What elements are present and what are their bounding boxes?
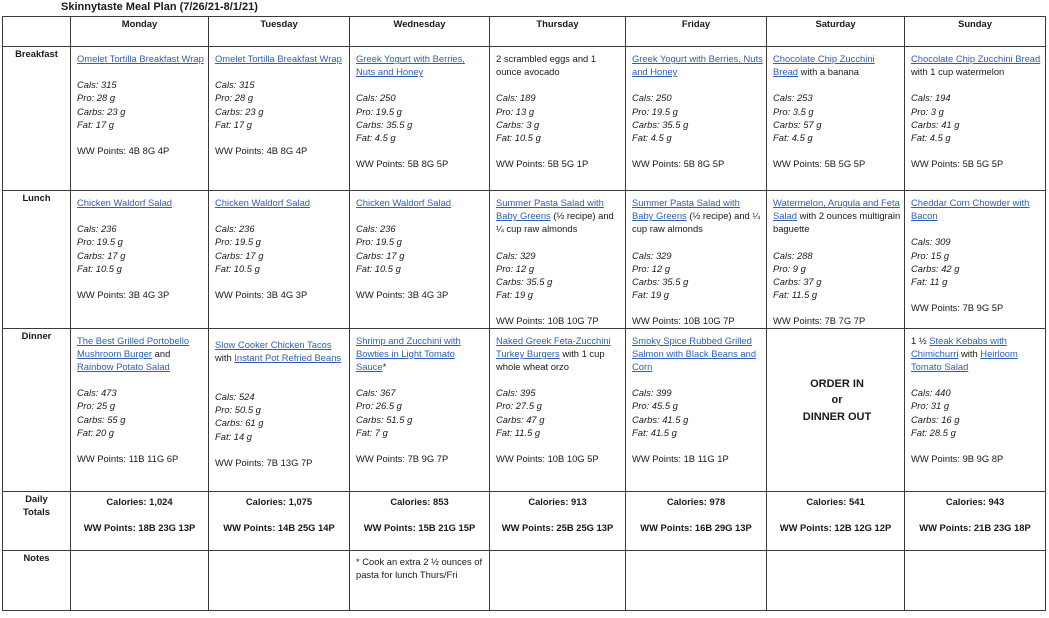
recipe-link[interactable]: Omelet Tortilla Breakfast Wrap <box>215 53 342 64</box>
macro-cals: Cals: 315 <box>77 79 117 91</box>
recipe-link[interactable]: Chicken Waldorf Salad <box>215 197 311 208</box>
meal-description <box>77 334 205 374</box>
macro-cals: Cals: 440 <box>911 387 951 399</box>
corner-cell <box>3 17 71 47</box>
meal-description <box>215 196 346 209</box>
macro-pro: Pro: 28 g <box>77 92 116 104</box>
macro-carbs: Carbs: 23 g <box>77 105 126 117</box>
ww-points: WW Points: 7B 7G 7P <box>773 315 866 327</box>
day-header: Monday <box>71 17 209 47</box>
macro-fat: Fat: 4.5 g <box>632 132 672 144</box>
ww-points: WW Points: 9B 9G 8P <box>911 453 1004 465</box>
totals-cell <box>350 491 490 550</box>
macro-fat: Fat: 41.5 g <box>632 426 677 438</box>
macro-fat: Fat: 17 g <box>77 118 115 130</box>
macro-cals: Cals: 189 <box>496 92 536 104</box>
macro-carbs: Carbs: 41 g <box>911 118 960 130</box>
meal-content <box>767 329 904 426</box>
recipe-link[interactable]: Summer Pasta Salad with Baby Greens <box>496 197 604 222</box>
recipe-link[interactable]: Naked Greek Feta-Zucchini Turkey Burgers <box>496 334 611 359</box>
macro-fat: Fat: 4.5 g <box>356 132 396 144</box>
totals-cell <box>905 491 1046 550</box>
meal-description <box>77 196 205 209</box>
ww-points: WW Points: 3B 4G 3P <box>77 289 170 301</box>
macro-fat: Fat: 11 g <box>911 276 948 288</box>
macros <box>632 249 763 302</box>
order-line: DINNER OUT <box>802 410 872 423</box>
macro-cals: Cals: 250 <box>632 92 672 104</box>
macro-cals: Cals: 315 <box>215 79 255 91</box>
totals-cell <box>767 491 905 550</box>
macro-cals: Cals: 236 <box>77 223 117 235</box>
macro-carbs: Carbs: 16 g <box>911 413 960 425</box>
recipe-link[interactable]: Chocolate Chip Zucchini Bread <box>911 53 1041 64</box>
meal-content <box>490 47 625 170</box>
lunch-row <box>3 191 1046 329</box>
order-in-text <box>773 376 901 426</box>
ww-points: WW Points: 5B 5G 5P <box>911 158 1004 170</box>
meal-extra: with 1 cup whole wheat orzo <box>496 347 605 373</box>
ww-points: WW Points: 11B 11G 6P <box>77 453 179 465</box>
notes-cell <box>209 550 350 610</box>
meal-cell <box>71 328 209 491</box>
meal-content <box>905 329 1045 466</box>
recipe-link[interactable]: Omelet Tortilla Breakfast Wrap <box>77 53 204 64</box>
macro-fat: Fat: 4.5 g <box>911 132 951 144</box>
macro-carbs: Carbs: 51.5 g <box>356 413 413 425</box>
daily-calories: Calories: 541 <box>806 495 865 507</box>
meal-cell <box>71 191 209 329</box>
macro-fat: Fat: 7 g <box>356 426 388 438</box>
macros <box>911 91 1042 144</box>
recipe-link[interactable]: Rainbow Potato Salad <box>77 361 170 373</box>
macro-cals: Cals: 395 <box>496 387 536 399</box>
meal-cell <box>490 191 626 329</box>
daily-calories: Calories: 943 <box>945 495 1005 507</box>
daily-ww-points: WW Points: 12B 12G 12P <box>779 521 892 533</box>
macro-pro: Pro: 13 g <box>496 105 535 117</box>
macro-fat: Fat: 4.5 g <box>773 132 813 144</box>
meal-cell <box>209 328 350 491</box>
ww-points: WW Points: 10B 10G 5P <box>496 453 599 465</box>
recipe-link[interactable]: Chocolate Chip Zucchini Bread <box>773 53 875 78</box>
ww-points: WW Points: 7B 13G 7P <box>215 456 313 468</box>
meal-content <box>71 191 208 301</box>
totals-row <box>3 491 1046 550</box>
meal-description <box>911 334 1042 374</box>
meal-cell <box>767 47 905 191</box>
recipe-link[interactable]: Greek Yogurt with Berries, Nuts and Honey <box>632 53 763 78</box>
row-label-dinner: Dinner <box>3 328 71 491</box>
note-text: * Cook an extra 2 ½ ounces of pasta for lunch Thurs/Fri <box>356 555 483 580</box>
meal-content <box>626 329 766 466</box>
ww-points: WW Points: 5B 8G 5P <box>632 158 725 170</box>
macro-pro: Pro: 19.5 g <box>356 105 402 117</box>
meal-content <box>626 47 766 170</box>
meal-description <box>773 52 901 78</box>
macro-carbs: Carbs: 35.5 g <box>632 118 689 130</box>
order-line: ORDER IN <box>810 377 864 390</box>
daily-ww-points: WW Points: 25B 25G 13P <box>501 521 614 533</box>
macro-cals: Cals: 253 <box>773 92 813 104</box>
totals-cell <box>209 491 350 550</box>
macro-cals: Cals: 236 <box>215 223 255 235</box>
meal-content <box>350 191 489 301</box>
daily-calories: Calories: 1,024 <box>106 495 173 507</box>
macro-carbs: Carbs: 35.5 g <box>356 118 413 130</box>
page-title: Skinnytaste Meal Plan (7/26/21-8/1/21) <box>61 1 258 13</box>
macro-cals: Cals: 367 <box>356 387 396 399</box>
meal-content <box>767 47 904 170</box>
day-header: Friday <box>626 17 767 47</box>
recipe-link[interactable]: Shrimp and Zucchini with Bowties in Light Tomato Sauce <box>356 334 461 373</box>
ww-points: WW Points: 7B 9G 7P <box>356 453 449 465</box>
totals-cell <box>626 491 767 550</box>
meal-description <box>496 196 622 236</box>
macros <box>215 222 346 275</box>
meal-cell <box>626 47 767 191</box>
macro-pro: Pro: 3.5 g <box>773 105 814 117</box>
notes-cell <box>626 550 767 610</box>
macro-carbs: Carbs: 17 g <box>77 249 126 261</box>
meal-prefix: 1 ½ <box>911 334 930 346</box>
daily-ww-points: WW Points: 15B 21G 15P <box>363 521 476 533</box>
macro-fat: Fat: 28.5 g <box>911 426 956 438</box>
meal-cell <box>490 47 626 191</box>
meal-description <box>911 196 1042 222</box>
header-row <box>3 17 1046 47</box>
meal-description <box>215 52 346 65</box>
macro-pro: Pro: 26.5 g <box>356 400 402 412</box>
macro-pro: Pro: 12 g <box>632 262 671 274</box>
recipe-link[interactable]: Steak Kebabs with Chimichurri <box>911 334 1007 359</box>
macros <box>215 78 346 131</box>
meal-content <box>209 47 349 157</box>
dinner-row <box>3 328 1046 491</box>
macro-pro: Pro: 15 g <box>911 249 950 261</box>
meal-content <box>71 329 208 466</box>
macro-fat: Fat: 11.5 g <box>773 289 818 301</box>
ww-points: WW Points: 10B 10G 7P <box>632 315 735 327</box>
macro-carbs: Carbs: 3 g <box>496 118 540 130</box>
meal-cell <box>350 191 490 329</box>
breakfast-row <box>3 47 1046 191</box>
macro-cals: Cals: 329 <box>632 249 672 261</box>
meal-cell <box>767 328 905 491</box>
ww-points: WW Points: 5B 5G 5P <box>773 158 866 170</box>
meal-description <box>632 52 763 78</box>
macro-pro: Pro: 19.5 g <box>356 236 402 248</box>
macros <box>356 222 486 275</box>
meal-description <box>496 334 622 374</box>
daily-calories: Calories: 1,075 <box>245 495 313 507</box>
meal-description <box>773 196 901 236</box>
macro-pro: Pro: 28 g <box>215 92 254 104</box>
meal-cell <box>905 47 1046 191</box>
macro-fat: Fat: 17 g <box>215 118 253 130</box>
meal-extra: (½ recipe) and ¼ cup raw almonds <box>496 210 614 235</box>
ww-points: WW Points: 3B 4G 3P <box>356 289 449 301</box>
meal-description <box>356 196 486 209</box>
macro-pro: Pro: 50.5 g <box>215 404 261 416</box>
meal-connector: with <box>958 347 981 359</box>
notes-cell <box>350 550 490 610</box>
day-header: Tuesday <box>209 17 350 47</box>
row-label-lunch: Lunch <box>3 191 71 329</box>
macro-carbs: Carbs: 47 g <box>496 413 545 425</box>
macro-carbs: Carbs: 57 g <box>773 118 822 130</box>
macro-pro: Pro: 19.5 g <box>632 105 678 117</box>
meal-content <box>209 329 349 469</box>
meal-description <box>632 334 763 374</box>
daily-ww-points: WW Points: 16B 29G 13P <box>640 521 752 533</box>
macros <box>496 91 622 144</box>
macro-fat: Fat: 10.5 g <box>496 132 541 144</box>
ww-points: WW Points: 10B 10G 7P <box>496 315 599 327</box>
macro-pro: Pro: 25 g <box>77 400 116 412</box>
meal-connector: with <box>215 351 235 363</box>
daily-ww-points: WW Points: 14B 25G 14P <box>223 521 335 533</box>
meal-content <box>490 191 625 328</box>
macro-carbs: Carbs: 42 g <box>911 262 960 274</box>
totals-cell <box>71 491 209 550</box>
meal-cell <box>626 328 767 491</box>
macro-pro: Pro: 27.5 g <box>496 400 542 412</box>
ww-points: WW Points: 5B 5G 1P <box>496 158 589 170</box>
macro-pro: Pro: 9 g <box>773 262 806 274</box>
meal-description <box>215 338 346 364</box>
notes-cell <box>767 550 905 610</box>
macros <box>496 386 622 439</box>
macro-pro: Pro: 12 g <box>496 262 535 274</box>
notes-cell <box>490 550 626 610</box>
meal-content <box>350 329 489 466</box>
macros <box>632 91 763 144</box>
meal-description <box>911 52 1042 78</box>
daily-calories: Calories: 978 <box>666 495 726 507</box>
meal-extra: with 1 cup watermelon <box>911 66 1005 78</box>
totals-cell <box>490 491 626 550</box>
recipe-link[interactable]: Heirloom Tomato Salad <box>911 347 1018 373</box>
meal-connector: and <box>152 347 171 359</box>
macros <box>773 91 901 144</box>
recipe-link[interactable]: Watermelon, Arugula and Feta Salad <box>773 197 900 222</box>
macro-cals: Cals: 309 <box>911 236 951 248</box>
macros <box>496 249 622 302</box>
macro-cals: Cals: 524 <box>215 391 255 403</box>
macros <box>356 91 486 144</box>
meal-description <box>496 52 622 78</box>
macros <box>77 222 205 275</box>
meal-content <box>71 47 208 157</box>
ww-points: WW Points: 5B 8G 5P <box>356 158 449 170</box>
meal-description <box>356 334 486 374</box>
macros <box>215 390 346 443</box>
recipe-link[interactable]: Instant Pot Refried Beans <box>234 351 342 363</box>
macros <box>773 249 901 302</box>
order-line: or <box>831 394 843 407</box>
macros <box>911 386 1042 439</box>
meal-content <box>350 47 489 170</box>
recipe-link[interactable]: Greek Yogurt with Berries, Nuts and Honey <box>356 53 465 78</box>
macro-pro: Pro: 3 g <box>911 105 944 117</box>
meal-content <box>490 329 625 466</box>
daily-ww-points: WW Points: 21B 23G 18P <box>919 521 1031 533</box>
ww-points: WW Points: 4B 8G 4P <box>215 145 308 157</box>
meal-cell <box>350 47 490 191</box>
macro-pro: Pro: 45.5 g <box>632 400 678 412</box>
macro-fat: Fat: 10.5 g <box>77 262 122 274</box>
meal-content <box>209 191 349 301</box>
recipe-link[interactable]: Cheddar Corn Chowder with Bacon <box>911 197 1030 222</box>
macro-pro: Pro: 19.5 g <box>77 236 123 248</box>
macro-cals: Cals: 399 <box>632 387 672 399</box>
macro-carbs: Carbs: 23 g <box>215 105 264 117</box>
day-header: Sunday <box>905 17 1046 47</box>
day-header: Wednesday <box>350 17 490 47</box>
daily-calories: Calories: 853 <box>390 495 449 507</box>
macros <box>77 78 205 131</box>
meal-cell <box>209 47 350 191</box>
recipe-link[interactable]: Smoky Spice Rubbed Grilled Salmon with Black Beans and Corn <box>632 334 757 373</box>
macro-carbs: Carbs: 17 g <box>215 249 264 261</box>
macro-pro: Pro: 19.5 g <box>215 236 261 248</box>
macro-fat: Fat: 10.5 g <box>215 262 260 274</box>
meal-plan-table <box>2 16 1046 611</box>
meal-cell <box>350 328 490 491</box>
macro-cals: Cals: 236 <box>356 223 396 235</box>
row-label-breakfast: Breakfast <box>3 47 71 191</box>
meal-content <box>767 191 904 328</box>
meal-cell <box>490 328 626 491</box>
meal-content <box>626 191 766 328</box>
meal-description <box>356 52 486 78</box>
macro-carbs: Carbs: 17 g <box>356 249 405 261</box>
macro-carbs: Carbs: 35.5 g <box>632 276 689 288</box>
macro-carbs: Carbs: 61 g <box>215 417 264 429</box>
meal-description <box>77 52 205 65</box>
meal-cell <box>209 191 350 329</box>
row-label-totals-line2: Totals <box>23 505 50 517</box>
macro-pro: Pro: 31 g <box>911 400 950 412</box>
recipe-link[interactable]: Chicken Waldorf Salad <box>77 197 173 208</box>
ww-points: WW Points: 7B 9G 5P <box>911 302 1004 314</box>
day-header: Saturday <box>767 17 905 47</box>
row-label-totals <box>3 491 71 550</box>
meal-cell <box>626 191 767 329</box>
row-label-notes: Notes <box>3 550 71 610</box>
recipe-link[interactable]: The Best Grilled Portobello Mushroom Burger <box>77 334 190 359</box>
ww-points: WW Points: 4B 8G 4P <box>77 145 170 157</box>
meal-description <box>632 196 763 236</box>
macro-fat: Fat: 19 g <box>496 289 534 301</box>
daily-calories: Calories: 913 <box>528 495 587 507</box>
meal-cell <box>905 328 1046 491</box>
recipe-link[interactable]: Chicken Waldorf Salad <box>356 197 452 208</box>
meal-content <box>905 47 1045 170</box>
macro-fat: Fat: 11.5 g <box>496 426 541 438</box>
meal-extra: with 2 ounces multigrain baguette <box>773 210 901 235</box>
macro-fat: Fat: 19 g <box>632 289 670 301</box>
meal-extra: (½ recipe) and ¼ cup raw almonds <box>632 210 761 235</box>
meal-extra: with a banana <box>798 66 860 78</box>
ww-points: WW Points: 3B 4G 3P <box>215 289 308 301</box>
notes-cell <box>905 550 1046 610</box>
recipe-link[interactable]: Summer Pasta Salad with Baby Greens <box>632 197 740 222</box>
notes-row <box>3 550 1046 610</box>
macro-carbs: Carbs: 37 g <box>773 276 822 288</box>
macro-carbs: Carbs: 55 g <box>77 413 126 425</box>
macro-carbs: Carbs: 35.5 g <box>496 276 553 288</box>
macro-cals: Cals: 288 <box>773 249 813 261</box>
macro-cals: Cals: 329 <box>496 249 536 261</box>
macro-cals: Cals: 473 <box>77 387 117 399</box>
macros <box>356 386 486 439</box>
macros <box>911 235 1042 288</box>
macro-carbs: Carbs: 41.5 g <box>632 413 689 425</box>
ww-points: WW Points: 1B 11G 1P <box>632 453 729 465</box>
notes-cell <box>71 550 209 610</box>
macro-cals: Cals: 194 <box>911 92 951 104</box>
recipe-link[interactable]: Slow Cooker Chicken Tacos <box>215 338 332 350</box>
meal-extra: 2 scrambled eggs and 1 ounce avocado <box>496 53 597 78</box>
meal-content <box>905 191 1045 314</box>
macro-fat: Fat: 20 g <box>77 426 115 438</box>
macros <box>632 386 763 439</box>
row-label-totals-line1: Daily <box>25 492 48 504</box>
meal-cell <box>905 191 1046 329</box>
meal-cell <box>71 47 209 191</box>
macro-fat: Fat: 10.5 g <box>356 262 401 274</box>
day-header: Thursday <box>490 17 626 47</box>
macro-cals: Cals: 250 <box>356 92 396 104</box>
daily-ww-points: WW Points: 18B 23G 13P <box>83 521 196 533</box>
macro-fat: Fat: 14 g <box>215 430 253 442</box>
meal-extra: * <box>382 361 387 373</box>
macros <box>77 386 205 439</box>
meal-cell <box>767 191 905 329</box>
